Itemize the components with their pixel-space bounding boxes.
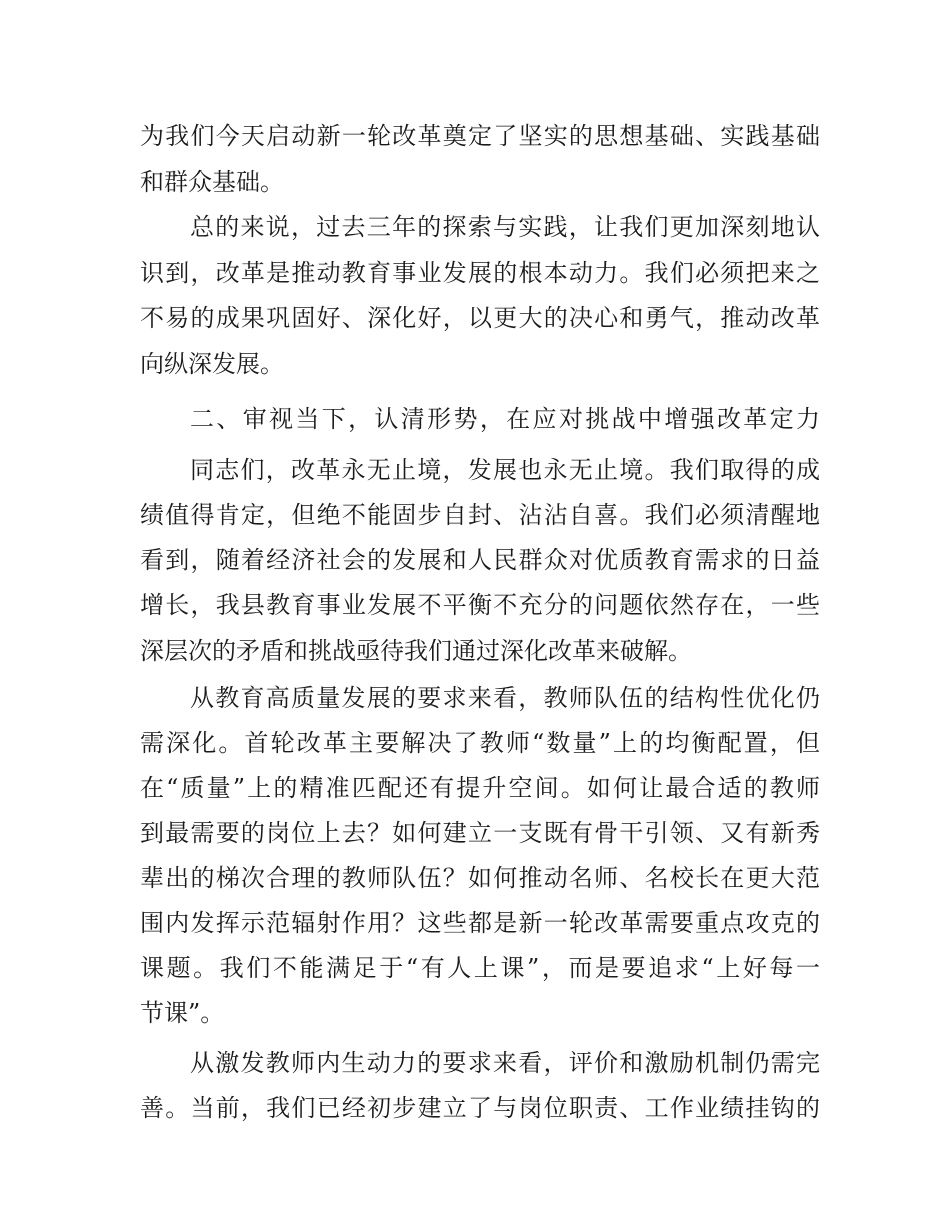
paragraph-line: 节课”。 [140,999,225,1027]
paragraph-line: 辈出的梯次合理的教师队伍？如何推动名师、名校长在更大范 [140,864,820,892]
paragraph-line: 看到，随着经济社会的发展和人民群众对优质教育需求的日益 [140,546,820,574]
paragraph-line: 在“质量”上的精准匹配还有提升空间。如何让最合适的教师 [140,774,820,802]
paragraph-line: 围内发挥示范辐射作用？这些都是新一轮改革需要重点攻克的 [140,909,820,937]
paragraph-line: 到最需要的岗位上去？如何建立一支既有骨干引领、又有新秀 [140,819,820,847]
paragraph-line: 为我们今天启动新一轮改革奠定了坚实的思想基础、实践基础 [140,122,820,150]
section-heading: 二、审视当下，认清形势，在应对挑战中增强改革定力 [190,405,820,433]
paragraph-line: 善。当前，我们已经初步建立了与岗位职责、工作业绩挂钩的 [140,1094,820,1122]
paragraph-line: 不易的成果巩固好、深化好，以更大的决心和勇气，推动改革 [140,304,820,332]
paragraph-line: 识到，改革是推动教育事业发展的根本动力。我们必须把来之 [140,259,820,287]
paragraph-line: 从激发教师内生动力的要求来看，评价和激励机制仍需完 [190,1049,820,1077]
paragraph-line: 需深化。首轮改革主要解决了教师“数量”上的均衡配置，但 [140,729,820,757]
paragraph-line: 同志们，改革永无止境，发展也永无止境。我们取得的成 [190,456,820,484]
paragraph-line: 向纵深发展。 [140,350,284,378]
paragraph-line: 增长，我县教育事业发展不平衡不充分的问题依然存在，一些 [140,591,820,619]
paragraph-line: 总的来说，过去三年的探索与实践，让我们更加深刻地认 [190,213,820,241]
paragraph-line: 深层次的矛盾和挑战亟待我们通过深化改革来破解。 [140,637,692,665]
paragraph-line: 和群众基础。 [140,168,284,196]
paragraph-line: 从教育高质量发展的要求来看，教师队伍的结构性优化仍 [190,684,820,712]
paragraph-line: 课题。我们不能满足于“有人上课”，而是要追求“上好每一 [140,954,820,982]
paragraph-line: 绩值得肯定，但绝不能固步自封、沾沾自喜。我们必须清醒地 [140,501,820,529]
